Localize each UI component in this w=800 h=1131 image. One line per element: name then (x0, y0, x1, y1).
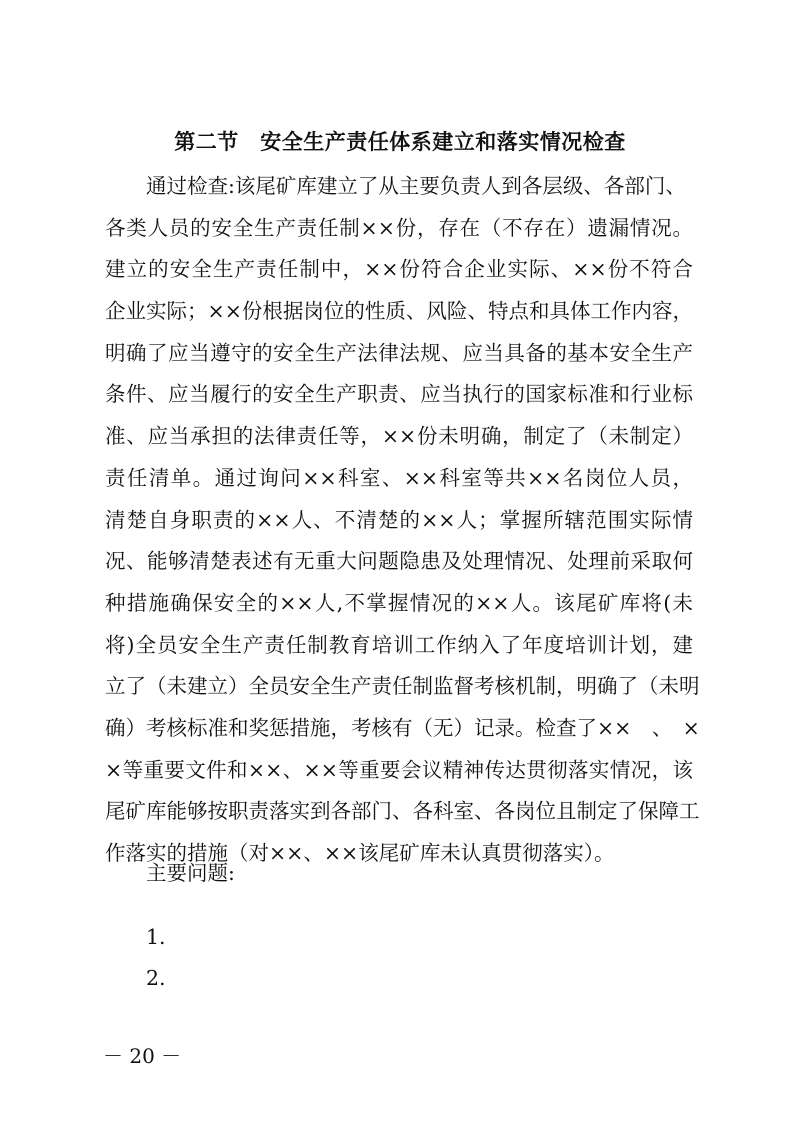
issues-label: 主要问题: (146, 861, 235, 885)
section-title: 第二节 安全生产责任体系建立和落实情况检查 (174, 130, 626, 154)
issue-item: 1. (146, 925, 166, 949)
paragraph-line: 将)全员安全生产责任制教育培训工作纳入了年度培训计划，建 (105, 632, 693, 657)
paragraph-line: 建立的安全生产责任制中，××份符合企业实际、××份不符合 (105, 257, 693, 282)
paragraph-line: 确）考核标准和奖惩措施，考核有（无）记录。检查了×× 、 × (105, 715, 700, 740)
paragraph-line: 责任清单。通过询问××科室、××科室等共××名岗位人员， (105, 465, 693, 490)
paragraph-line: 各类人员的安全生产责任制××份，存在（不存在）遗漏情况。 (105, 215, 693, 240)
paragraph-line: 况、能够清楚表述有无重大问题隐患及处理情况、处理前采取何 (105, 549, 693, 574)
paragraph-line: 准、应当承担的法律责任等，××份未明确，制定了（未制定） (105, 424, 693, 449)
paragraph-line: 尾矿库能够按职责落实到各部门、各科室、各岗位且制定了保障工 (105, 799, 700, 824)
issue-item: 2. (146, 966, 166, 990)
page-number: － 20 － (103, 1044, 182, 1068)
paragraph-line: 明确了应当遵守的安全生产法律法规、应当具备的基本安全生产 (105, 340, 693, 365)
paragraph-line: 作落实的措施（对××、××该尾矿库未认真贯彻落实）。 (105, 841, 615, 865)
paragraph-line: 清楚自身职责的××人、不清楚的××人；掌握所辖范围实际情 (105, 507, 693, 532)
paragraph-line: ×等重要文件和××、××等重要会议精神传达贯彻落实情况，该 (105, 757, 693, 782)
paragraph-line: 通过检查:该尾矿库建立了从主要负责人到各层级、各部门、 (146, 174, 686, 198)
paragraph-line: 立了（未建立）全员安全生产责任制监督考核机制，明确了（未明 (105, 674, 700, 699)
paragraph-line: 条件、应当履行的安全生产职责、应当执行的国家标准和行业标 (105, 382, 693, 407)
paragraph-line: 种措施确保安全的××人,不掌握情况的××人。该尾矿库将(未 (105, 590, 693, 615)
paragraph-line: 企业实际；××份根据岗位的性质、风险、特点和具体工作内容， (105, 299, 693, 324)
inspection-paragraph (105, 166, 700, 875)
